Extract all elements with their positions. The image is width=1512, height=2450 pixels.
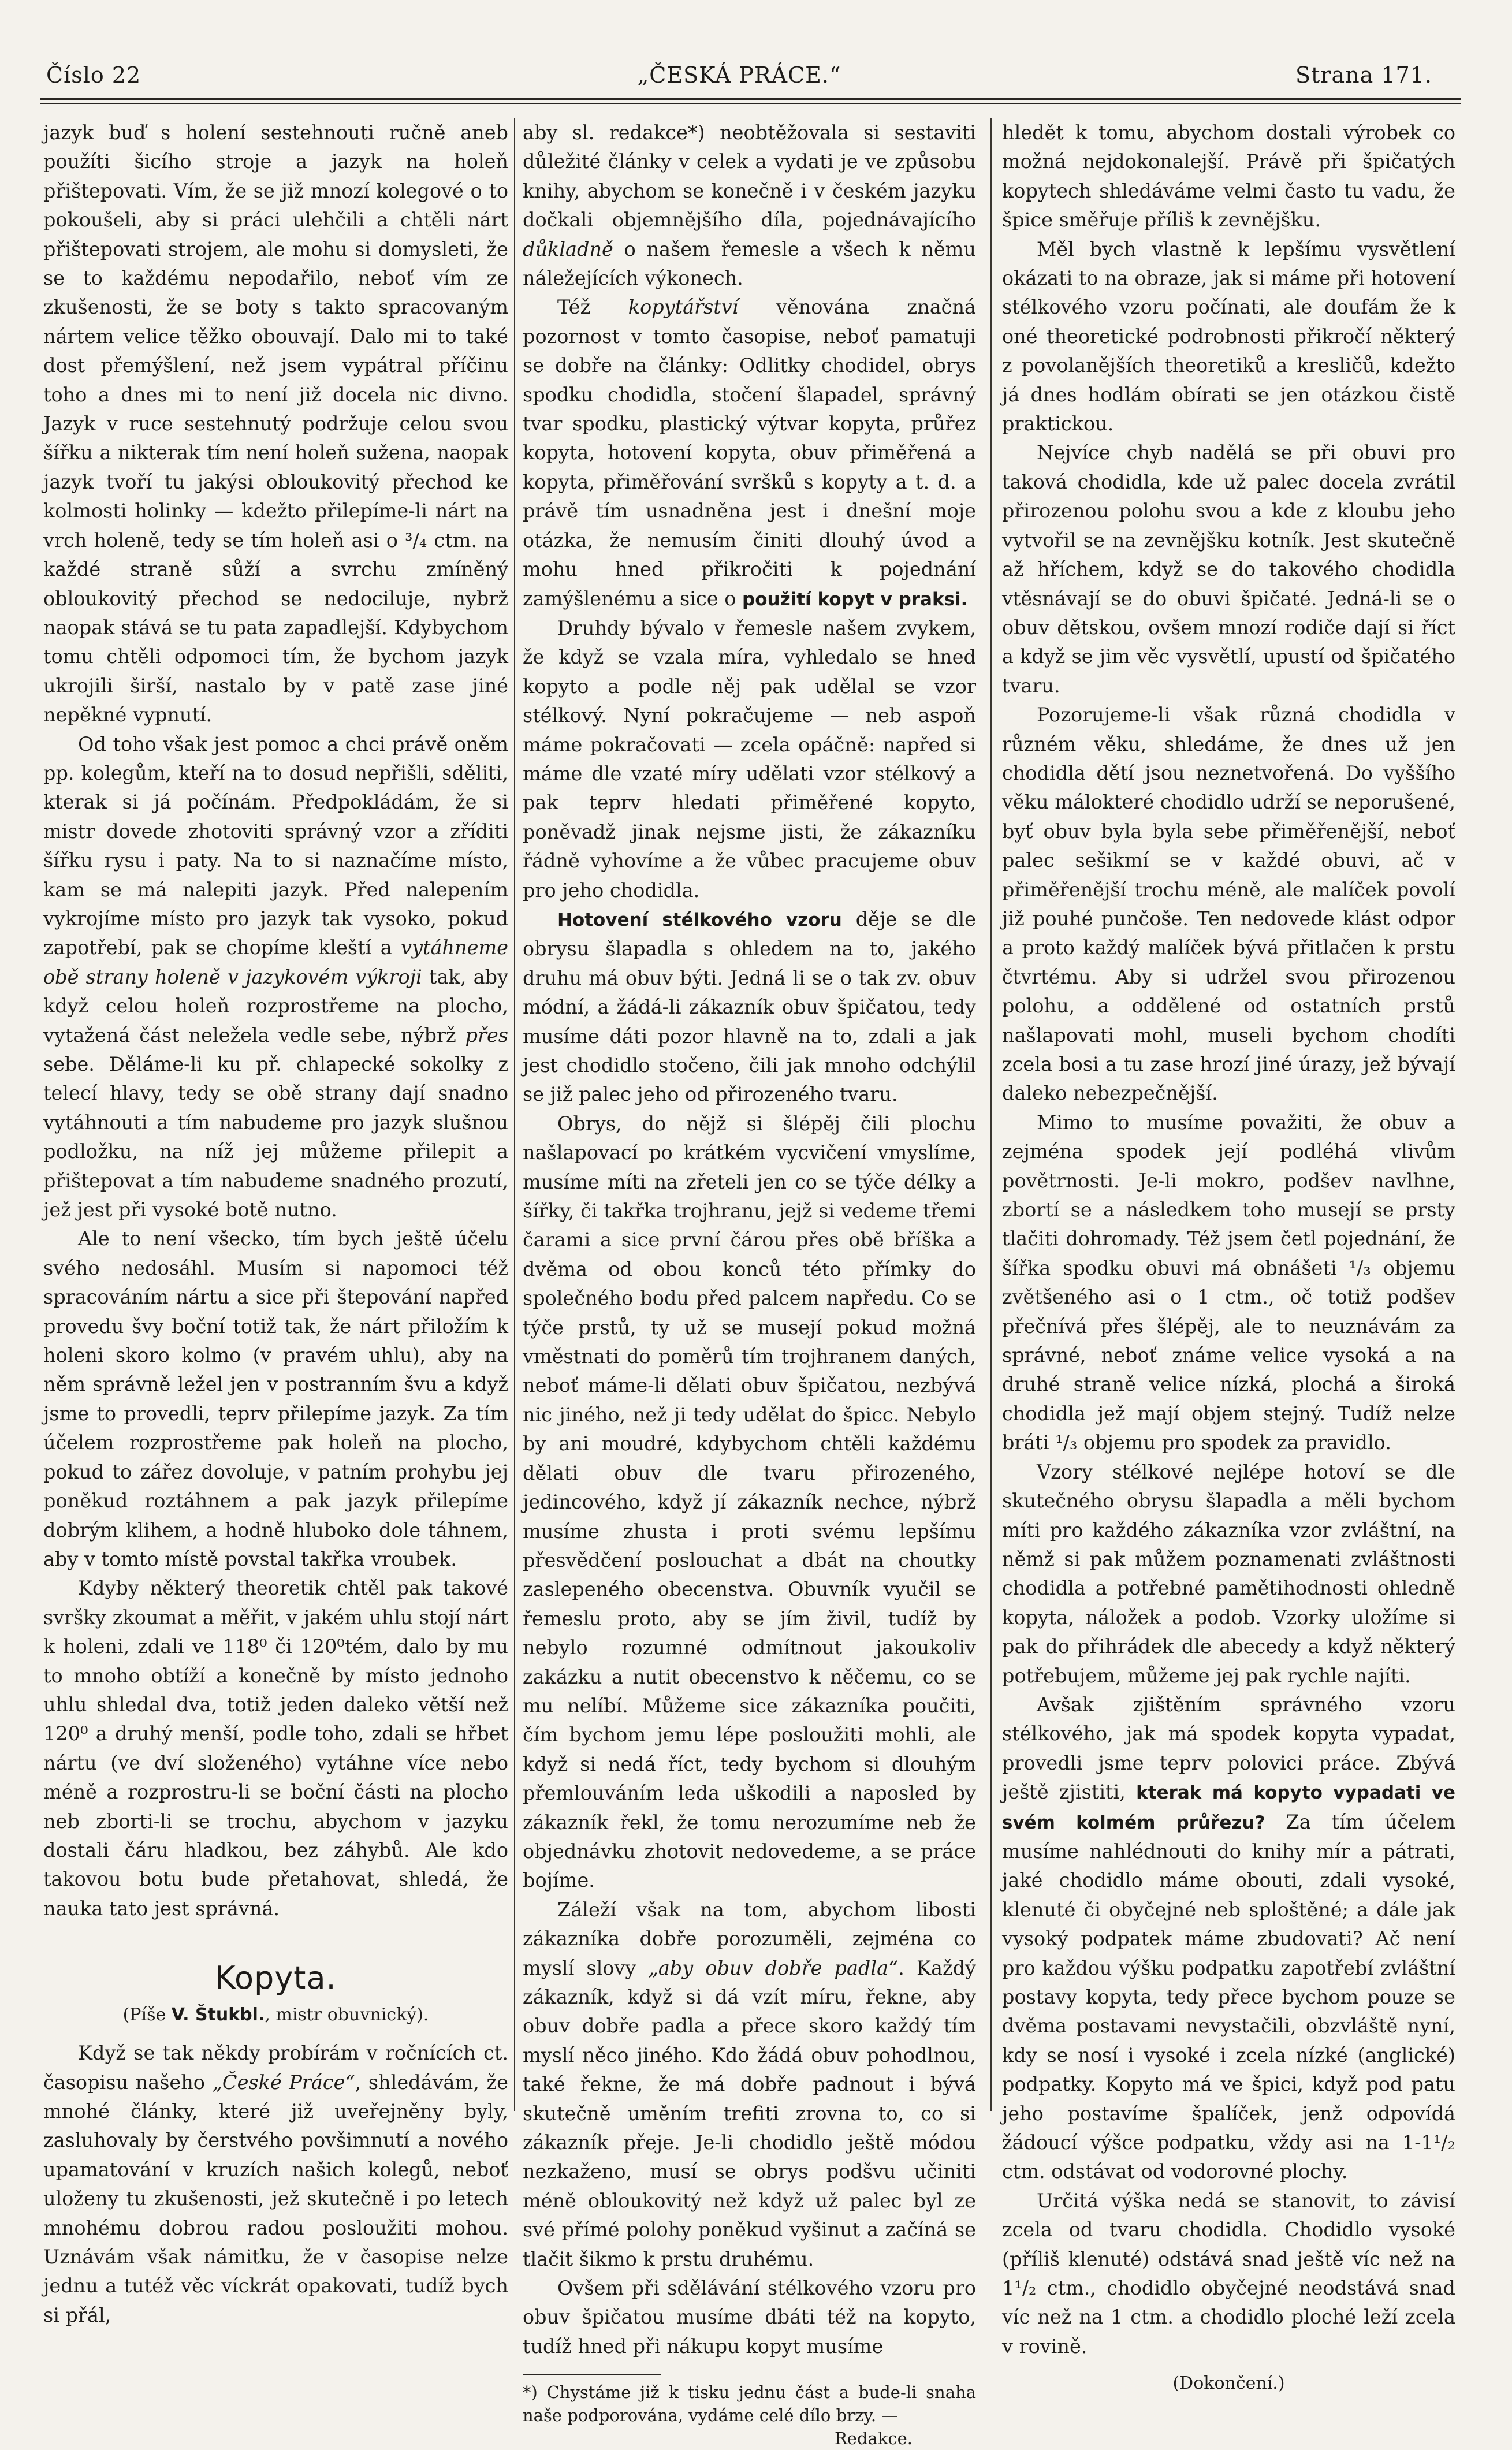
emphasis: „aby obuv dobře padla“ bbox=[648, 1956, 899, 1979]
footnote-text: *) Chystáme již k tisku jednu část a bude-li snaha naše podporována, vydáme celé dílo brzy. — bbox=[523, 2382, 976, 2426]
paragraph: Určitá výška nedá se stanovit, to závisí zcela od tvaru chodidla. Chodidlo vysoké (příliš klenuté) odstává snad ještě víc než na 1¹/₂ ctm., chodidlo obyčejné neodstává snad víc než na 1 ctm. a chodidlo ploché leží zcela v rovině. bbox=[1002, 2189, 1455, 2358]
paragraph: Ovšem při sdělávání stélkového vzoru pro obuv špičatou musíme dbáti též na kopyto, tudíž hned při nákupu kopyt musíme bbox=[523, 2277, 976, 2358]
column-1 bbox=[43, 118, 508, 2326]
emphasis: vytáhneme obě strany holeně v jazykovém výkroji bbox=[43, 936, 508, 988]
column-divider-2 bbox=[990, 118, 992, 2111]
text-run: Za tím účelem musíme nahlédnouti do knihy mír a pátrati, jaké chodidlo máme obouti, zdali vysoké, klenuté či obyčejné neb sploštěné; a dále jak vysoký podpatek máme zbudovati? Ač není pro každou výšku podpatku zapotřebí zvláštní postavy kopyta, tedy přece bychom pouze se dvěma postavami nevystačili, obzvláště nyní, kdy se nosí i vysoké i zcela nízké (anglické) podpatky. Kopyto má ve špici, když pod patu jeho postavíme špalíček, jenž odpovídá žádoucí výšce podpatku, vždy asi na 1-1¹/₂ ctm. odstávat od vodorovné plochy. bbox=[1002, 1810, 1455, 2183]
article-heading bbox=[43, 1959, 508, 2028]
text-run: Avšak zjištěním správného vzoru stélkového, jak má spodek kopyta vypadat, provedli jsme teprv polovici práce. Zbývá ještě zjistiti, bbox=[1002, 1693, 1455, 1804]
text-run: Záleží však na tom, abychom libosti zákazníka dobře porozuměli, zejména co myslí slovy bbox=[523, 1898, 976, 1979]
header-rule bbox=[40, 98, 1461, 100]
paragraph: Druhdy bývalo v řemesle našem zvykem, že když se vzala míra, vyhledalo se hned kopyto a podle něj pak udělal se vzor stélkový. Nyní pokračujeme — neb aspoň máme pokračovati — zcela opáčně: napřed si máme dle vzaté míry udělati vzor stélkový a pak teprv hledati přiměřené kopyto, poněvadž jinak nejsme jisti, že zákazníku řádně vyhovíme a že vůbec pracujeme obuv pro jeho chodidla. bbox=[523, 616, 976, 902]
column-2 bbox=[523, 118, 976, 2449]
text-run: o našem řemesle a všech k němu náležejících výkonech. bbox=[523, 237, 976, 290]
paragraph bbox=[523, 905, 976, 1109]
text-run: tak, aby když celou holeň rozprostřeme na plocho, vytažená část neležela vedle sebe, nýbrž bbox=[43, 965, 508, 1047]
bold-phrase: kterak má kopyto vypadati ve svém kolmém průřezu? bbox=[1002, 1782, 1455, 1833]
text-run: děje se dle obrysu šlapadla s ohledem na to, jakého druhu má obuv býti. Jedná li se o tak zv. obuv módní, a žádá-li zákazník obuv špičatou, tedy musíme dáti pozor hlavně na to, zdali a jak jest chodidlo stočeno, čili jak mnoho odchýlil se již palec jeho od přirozeného tvaru. bbox=[523, 907, 976, 1106]
byline bbox=[43, 2002, 508, 2028]
footnote-rule bbox=[523, 2374, 661, 2375]
paragraph: Kdyby některý theoretik chtěl pak takové svršky zkoumat a měřit, v jakém uhlu stojí nárt k holeni, zdali ve 118⁰ či 120⁰tém, dalo by mu to mnoho obtíží a konečně by místo jednoho uhlu shledal dva, totiž jeden daleko větší než 120⁰ a druhý menší, podle toho, zdali se hřbet nártu (ve dví složeného) vytáhne více nebo méně a rozprostru-li se boční části na plocho neb zborti-li se trochu, abychom v jazyku dostali čáru hladkou, bez záhybů. Ale kdo takovou botu bude přetahovat, shledá, že nauka tato jest správná. bbox=[43, 1577, 508, 1920]
text-run: . Každý zákazník, když si dá vzít míru, řekne, aby obuv dobře padla a přece skoro každý tím myslí něco jiného. Kdo žádá obuv pohodlnou, také řekne, že má dobře padnout i bývá skutečně uměním trefiti zrovna to, co si zákazník přeje. Je-li chodidlo ještě módou nezkaženo, musí se obrys podšvu učiniti méně obloukovitý než když už palec byl ze své přímé polohy poněkud vyšinut a začíná se tlačit šikmo k prstu druhému. bbox=[523, 1956, 976, 2270]
paragraph: Mimo to musíme považiti, že obuv a zejména spodek její podléhá vlivům povětrnosti. Je-li mokro, podšev navlhne, zbortí se a následkem toho musejí se prsty tlačiti dohromady. Též jsem četl pojednání, že šířka spodku obuvi má obnášeti ¹/₃ objemu zvětšeného asi o 1 ctm., oč totiž podšev přečnívá přes šlépěj, ale to neuznávám za správné, neboť známe velice vysoká a na druhé straně velice nízká, plochá a široká chodidla jež mají objem stejný. Tudíž nelze bráti ¹/₃ objemu pro spodek za pravidlo. bbox=[1002, 1111, 1455, 1454]
issue-number: Číslo 22 bbox=[46, 62, 141, 88]
continuation-note: (Dokončení.) bbox=[1172, 2373, 1285, 2394]
paragraph bbox=[43, 730, 508, 1225]
paragraph: Pozorujeme-li však různá chodidla v různém věku, shledáme, že dnes už jen chodidla dětí jsou neznetvořená. Do vyššího věku málokteré chodidlo udrží se neporušené, byť obuv byla byla sebe přiměřenější, neboť palec sešikmí se v každé obuvi, ač v přiměřenější trochu méně, ale malíček povolí již pouhé punčoše. Ten nedovede klást odpor a proto každý malíček bývá přitlačen k prstu čtvrtému. Aby si udržel svou přirozenou polohu, a oddělené od ostatních prstů našlapovati mohl, museli bychom chodíti zcela bosi a tu zase hrozí jiné úrazy, jež bývají daleko nebezpečnější. bbox=[1002, 703, 1455, 1105]
paragraph: Nejvíce chyb nadělá se při obuvi pro taková chodidla, kde už palec docela zvrátil přirozenou polohu svou a kde z kloubu jeho vytvořil se na zevnějšku kotník. Jest skutečně až hříchem, když se do takového chodidla vtěsnávají se do obuvi špičaté. Jedná-li se o obuv dětskou, ovšem mnozí rodiče dají si říct a když se jim věc vysvětlí, upustí od špičatého tvaru. bbox=[1002, 441, 1455, 697]
paragraph: hledět k tomu, abychom dostali výrobek co možná nejdokonalejší. Právě při špičatých kopytech shledáváme velmi často tu vadu, že špice směřuje příliš k zevnějšku. bbox=[1002, 121, 1455, 232]
section-title: Kopyta. bbox=[215, 1960, 337, 1997]
journal-title: „ČESKÁ PRÁCE.“ bbox=[637, 62, 841, 88]
emphasis: důkladně bbox=[523, 237, 613, 260]
footnote-signature: Redakce. bbox=[834, 2429, 913, 2449]
emphasis: kopytářství bbox=[628, 296, 739, 319]
paragraph bbox=[43, 2039, 508, 2330]
paragraph bbox=[523, 1896, 976, 2274]
column-3 bbox=[1002, 118, 1455, 2394]
paragraph: Ale to není všecko, tím bych ještě účelu svého nedosáhl. Musím si napomoci též spracováním nártu a sice při štepování napřed provedu švy boční totiž tak, že nárt přiložím k holeni skoro kolmo (v pravém uhlu), aby na něm správně ležel jen v postranním švu a když jsme to provedli, teprv přilepíme jazyk. Za tím účelem rozprostřeme pak holeň na plocho, pokud to zářez dovoluje, v patním prohybu jej poněkud roztáhnem a pak jazyk přilepíme dobrým klihem, a hodně hluboko dole táhnem, aby v tomto místě povstal takřka vroubek. bbox=[43, 1227, 508, 1570]
text-run: Když se tak někdy probírám v ročnících ct. časopisu našeho bbox=[43, 2042, 508, 2094]
emphasis: přes bbox=[465, 1023, 508, 1047]
paragraph bbox=[523, 293, 976, 613]
page-number: Strana 171. bbox=[1295, 62, 1432, 88]
footnote bbox=[523, 2381, 976, 2450]
text-run: sebe. Děláme-li ku př. chlapecké sokolky z telecí hlavy, tedy se obě strany dají snadno vytáhnouti a tím nabudeme pro jazyk slušnou podložku, na níž jej můžeme přilepit a přištepovat a tím nabudeme snadného prozutí, jež jest při vysoké botě nutno. bbox=[43, 1053, 508, 1222]
text-run: Od toho však jest pomoc a chci právě oněm pp. kolegům, kteří na to dosud nepřišli, sděliti, kterak si já počínám. Předpokládám, že si mistr dovede zhotoviti správný vzor a zříditi šířku rysu i paty. Na to si naznačíme místo, kam se má nalepiti jazyk. Před nalepením vykrojíme místo pro jazyk tak vysoko, pokud zapotřebí, pak se chopíme kleští a bbox=[43, 732, 508, 959]
bold-phrase: Hotovení stélkového vzoru bbox=[557, 909, 842, 930]
paragraph bbox=[1002, 1691, 1455, 2187]
emphasis: „České Práce“ bbox=[212, 2071, 355, 2094]
text-run: aby sl. redakce*) neobtěžovala si sestaviti důležité články v celek a vydati je ve způsobu knihy, abychom se konečně i v českém jazyku dočkali objemnějšího díla, pojednávajícího bbox=[523, 121, 976, 232]
text-run: věnována značná pozornost v tomto časopise, neboť pamatuji se dobře na články: Odlitky chodidel, obrys spodku chodidla, stočení šlapadel, správný tvar spodku, plastický výtvar kopyta, průřez kopyta, hotovení kopyta, obuv přiměřená a kopyta, přiměřování svršků s kopyty a t. d. a právě tím usnadněna jest i dnešní moje otázka, že nemusím činiti dlouhý úvod a mohu hned přikročiti k pojednání zamýšlenému a sice o bbox=[523, 296, 976, 610]
text-run: , mistr obuvnický). bbox=[265, 2005, 429, 2025]
text-run: Též bbox=[557, 296, 628, 319]
page-header bbox=[40, 62, 1438, 97]
paragraph: jazyk buď s holení sestehnouti ručně aneb použíti šicího stroje a jazyk na holeň přištepovati. Vím, že se již mnozí kolegové o to pokoušeli, aby si práci ulehčili a chtěli nárt přištepovati strojem, ale mohu si domysleti, že se to každému nepodařilo, neboť vím ze zkušenosti, že se boty s takto spracovaným nártem velice těžko obouvají. Dalo mi to také dost přemýšlení, než jsem vypátral příčinu toho a dnes mi to není již docela nic divno. Jazyk v ruce sestehnutý podržuje celou svou šířku a nikterak tím není holeň sužena, naopak jazyk tvoří tu jakýsi obloukovitý přechod ke kolmosti holinky — kdežto přilepíme-li nárt na vrch holeně, tedy se tím holeň asi o ³/₄ ctm. na každé straně sůží a svrchu zmíněný obloukovitý přechod se nedociluje, nybrž naopak stává se tu pata zapadlejší. Kdybychom tomu chtěli odpomoci tím, že bychom jazyk ukrojili širší, nastalo by v patě zase jiné nepěkné vypnutí. bbox=[43, 121, 508, 727]
paragraph bbox=[523, 118, 976, 293]
text-run: (Píše bbox=[122, 2005, 172, 2025]
column-divider-1 bbox=[514, 118, 515, 2111]
header-rule-thin bbox=[40, 103, 1461, 104]
author-name: V. Štukbl. bbox=[171, 2005, 265, 2025]
paragraph: Obrys, do nějž si šlépěj čili plochu našlapovací po krátkém vycvičení vmyslíme, musíme míti na zřeteli jen co se týče délky a šířky, či takřka trojhranu, jejž si vedeme třemi čarami a sice první čárou přes obě bříška a dvěma od obou konců této přímky do společného bodu před palcem napředu. Co se týče prstů, ty už se musejí pokud možná vměstnati do poměrů tím trojhranem daných, neboť máme-li dělati obuv špičatou, nezbývá nic jiného, než ji tedy udělat do špicc. Nebylo by ani moudré, kdybychom chtěli každému dělati obuv dle tvaru přirozeného, jedincového, když jí zákazník nechce, nýbrž musíme zhusta i proti svému lepšímu přesvědčení poslouchat a dbát na choutky zaslepeného obecenstva. Obuvník vyučil se řemeslu proto, aby se jím živil, tudíž by nebylo rozumné odmítnout jakoukoliv zakázku a nutit obecenstvo k něčemu, co se mu nelíbí. Můžeme sice zákazníka poučiti, čím bychom jemu lépe posloužiti mohli, ale když si nedá říct, tedy bychom si dlouhým přemlouváním leda uškodili a naposled by zákazník řekl, že tomu nerozumíme neb že objednávku zhotovit nedovedeme, a se práce bojíme. bbox=[523, 1112, 976, 1892]
paragraph: Měl bych vlastně k lepšímu vysvětlení okázati to na obraze, jak si máme při hotovení stélkového vzoru počínati, ale doufám že k oné theoretické podrobnosti přikročí některý z povolanějších theoretiků a kresličů, kdežto já dnes hodlám obírati se jen otázkou čistě praktickou. bbox=[1002, 237, 1455, 435]
paragraph: Vzory stélkové nejlépe hotoví se dle skutečného obrysu šlapadla a měli bychom míti pro každého zákazníka vzor zvláštní, na němž si pak můžem poznamenati zvláštnosti chodidla a potřebné pamětihodnosti ohledně kopyta, náložek a podob. Vzorky uložíme si pak do přihrádek dle abecedy a když některý potřebujem, můžeme jej pak rychle najíti. bbox=[1002, 1460, 1455, 1687]
bold-phrase: použití kopyt v praksi. bbox=[742, 589, 968, 610]
text-run: , shledávám, že mnohé články, které již uveřejněny byly, zasluhovaly by čerstvého povšimnutí a nového upamatování v kruzích našich kolegů, neboť uloženy tu zkušenosti, jež skutečně i po letech mnohému dobrou radou posloužiti mohou. Uznávám však námitku, že v časopise nelze jednu a tutéž věc víckrát opakovati, tudíž bych si přál, bbox=[43, 2071, 508, 2326]
